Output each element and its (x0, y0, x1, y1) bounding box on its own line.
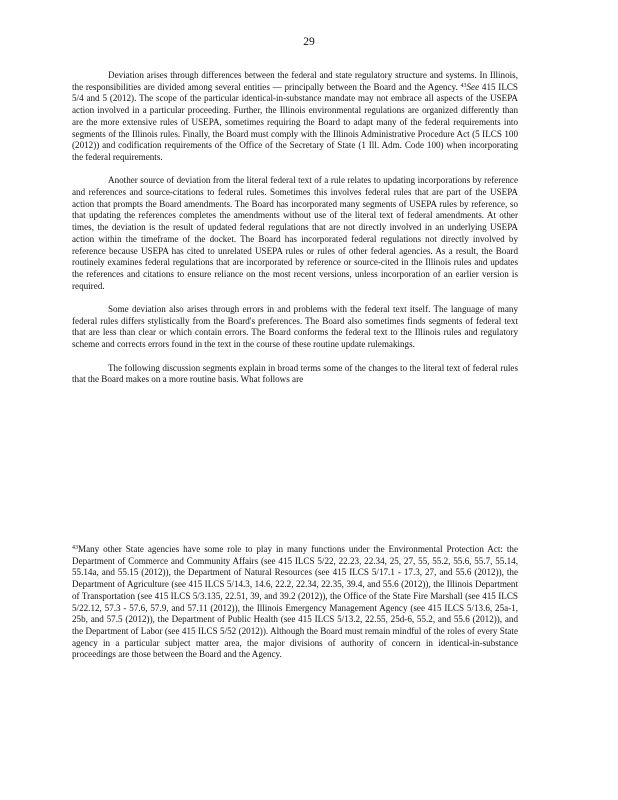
page-number: 29 (303, 36, 315, 48)
paragraph-2: Another source of deviation from the literal federal text of a rule relates to updating incorporations by reference and references and source-citations to federal rules. Sometimes this involves federal rules that are part of the USEPA action that prompts the Board amendments. The Board has incorporated many segments of USEPA rules by reference, so that updating the references completes the amendments without use of the literal text of federal amendments. At other times, the deviation is the result of updated federal regulations that are not directly involved in an underlying USEPA action within the timeframe of the docket. The Board has incorporated federal regulations not directly involved by reference because USEPA has cited to unrelated USEPA rules or rules of other federal agencies. As a result, the Board routinely examines federal regulations that are incorporated by reference or source-cited in the Illinois rules and updates the references and citations to ensure reliance on the most recent versions, unless incorporation of an earlier version is required. (72, 175, 518, 291)
footnote-43 (72, 544, 518, 661)
paragraph-3: Some deviation also arises through errors in and problems with the federal text itself. The language of many federal rules differs stylistically from the Board's preferences. The Board also sometimes finds segments of federal text that are less than clear or which contain errors. The Board conforms the federal text to the Illinois rules and regulatory scheme and corrects errors found in the text in the course of these routine update rulemakings. (72, 304, 518, 350)
paragraph-1-text: Deviation arises through differences between the federal and state regulatory structure and systems. In Illinois, the responsibilities are divided among several entities — principally between the Board and the Agency. (72, 70, 518, 92)
footnote-section (72, 544, 518, 661)
body-text (72, 70, 518, 398)
citation-signal: See (466, 81, 480, 92)
footnote-text: Many other State agencies have some role to play in many functions under the Environmental Protection Act: the Department of Commerce and Community Affairs (see 415 ILCS 5/22, 22.23, 22.34, 25, 27, 55, 55.2, 55.6, 55.7, 55.14, 55.14a, and 55.15 (2012)), the Department of Natural Resources (see 415 ILCS 5/17.1 - 17.3, 27, and 55.6 (2012)), the Department of Agriculture (see 415 ILCS 5/14.3, 14.6, 22.2, 22.34, 22.35, 39.4, and 55.6 (2012)), the Illinois Department of Transportation (see 415 ILCS 5/3.135, 22.51, 39, and 39.2 (2012)), the Office of the State Fire Marshall (see 415 ILCS 5/22.12, 57.3 - 57.6, 57.9, and 57.11 (2012)), the Illinois Emergency Management Agency (see 415 ILCS 5/13.6, 25a-1, 25b, and 57.5 (2012)), the Department of Public Health (see 415 ILCS 5/13.2, 22.55, 25d-6, 55.2, and 55.6 (2012)), and the Department of Labor (see 415 ILCS 5/52 (2012)). Although the Board must remain mindful of the roles of every State agency in a particular subject matter area, the major divisions of authority of concern in identical-in-substance proceedings are those between the Board and the Agency. (72, 544, 518, 660)
paragraph-4: The following discussion segments explain in broad terms some of the changes to the literal text of federal rules that the Board makes on a more routine basis. What follows are (72, 362, 518, 385)
paragraph-1 (72, 70, 518, 164)
paragraph-1-continuation: The scope of the particular identical-in-substance mandate may not embrace all aspects of the USEPA action involved in a particular proceeding. Further, the Illinois environmental regulations are organized differently than are the more extensive rules of USEPA, sometimes requiring the Board to adapt many of the federal requirements into segments of the Illinois rules. Finally, the Board must comply with the Illinois Administrative Procedure Act (5 ILCS 100 (2012)) and codification requirements of the Office of the Secretary of State (1 Ill. Adm. Code 100) when incorporating the federal requirements. (72, 93, 518, 162)
footnote-reference[interactable]: 43 (460, 82, 467, 89)
footnote-number: 43 (72, 545, 78, 551)
citation: 415 ILCS 5/4 and 5 (2012). (72, 81, 518, 104)
